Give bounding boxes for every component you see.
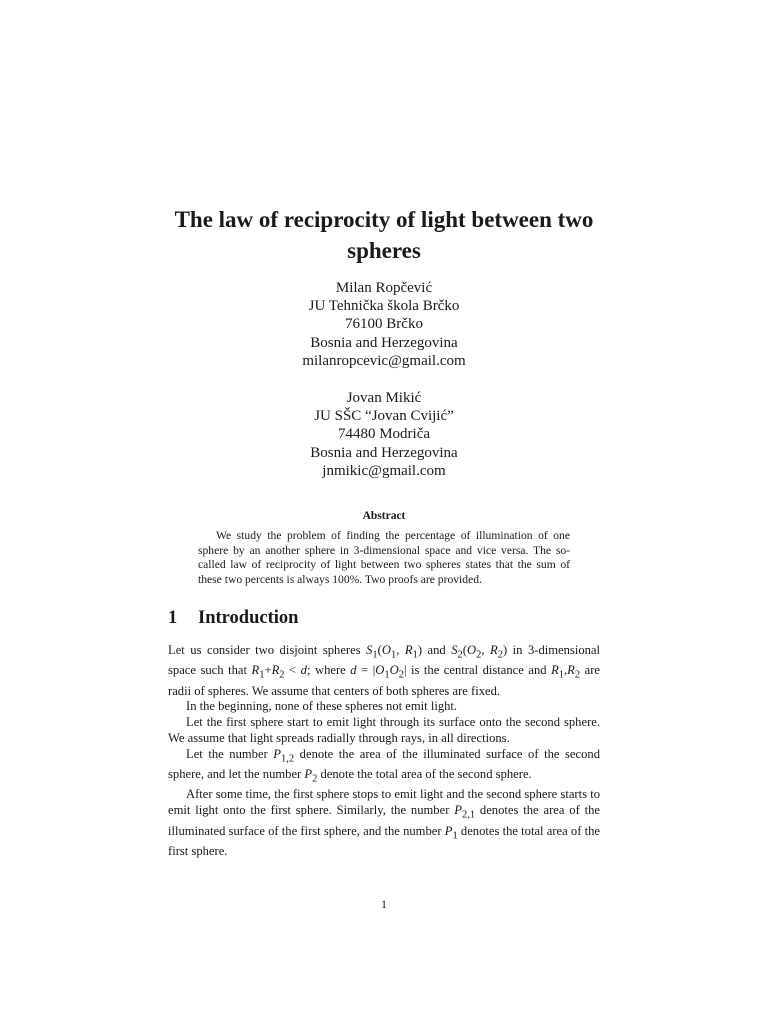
- author-block-2: [184, 389, 584, 480]
- author-name: Milan Ropčević: [335, 280, 433, 296]
- abstract-text: We study the problem of finding the percentage of illumination of one sphere by an another sphere in 3-dimensional space and vice versa. The so-called law of reciprocity of light between two spheres states that the sum of these two percents is always 100%. Two proofs are provided.: [198, 529, 570, 587]
- author-name: Jovan Mikić: [346, 390, 422, 406]
- section-title: Introduction: [198, 608, 299, 628]
- author-email: milanropcevic@gmail.com: [302, 352, 466, 369]
- author-email: jnmikic@gmail.com: [322, 462, 446, 479]
- author-postal: 74480 Modriča: [337, 426, 431, 443]
- section-body: [168, 643, 600, 860]
- author-postal: 76100 Brčko: [345, 316, 423, 333]
- paragraph: Let the first sphere start to emit light through its surface onto the second sphere. We assume that light spreads radially through rays, in all directions.: [168, 715, 600, 746]
- paragraph: Let us consider two disjoint spheres $S_1(O_1$, $R_1$) and $S_2(O_2$, $R_2$) in 3-dimensional space such that $R_1+R_2 < d$; where $d = |O_1O_2|$ is the central distance and $R_1,R_2$ are radii of spheres. We assume that centers of both spheres are fixed.: [168, 643, 601, 698]
- author-affiliation: JU Tehnička škola Brčko: [308, 298, 460, 315]
- section-heading: [168, 608, 298, 629]
- paragraph: Let the number $P_{1,2}$ denote the area of the illuminated surface of the second sphere, and let the number $P_2$ denote the total area of the second sphere.: [168, 746, 600, 785]
- abstract-heading: Abstract: [362, 510, 406, 522]
- paper-title: The law of reciprocity of light between two spheres: [174, 207, 594, 263]
- section-number: 1: [168, 608, 178, 628]
- paragraph: In the beginning, none of these spheres not emit light.: [186, 699, 458, 714]
- author-block-1: [184, 279, 584, 370]
- author-country: Bosnia and Herzegovina: [310, 334, 458, 351]
- paragraph: After some time, the first sphere stops to emit light and the second sphere starts to emit light onto the first sphere. Similarly, the number $P_{2,1}$ denotes the area of the illuminated surface of the first sphere, and the number $P_1$ denotes the total area of the first sphere.: [168, 787, 601, 858]
- author-affiliation: JU SŠC “Jovan Cvijić”: [314, 408, 454, 425]
- page-number: 1: [381, 897, 387, 911]
- author-country: Bosnia and Herzegovina: [310, 444, 458, 461]
